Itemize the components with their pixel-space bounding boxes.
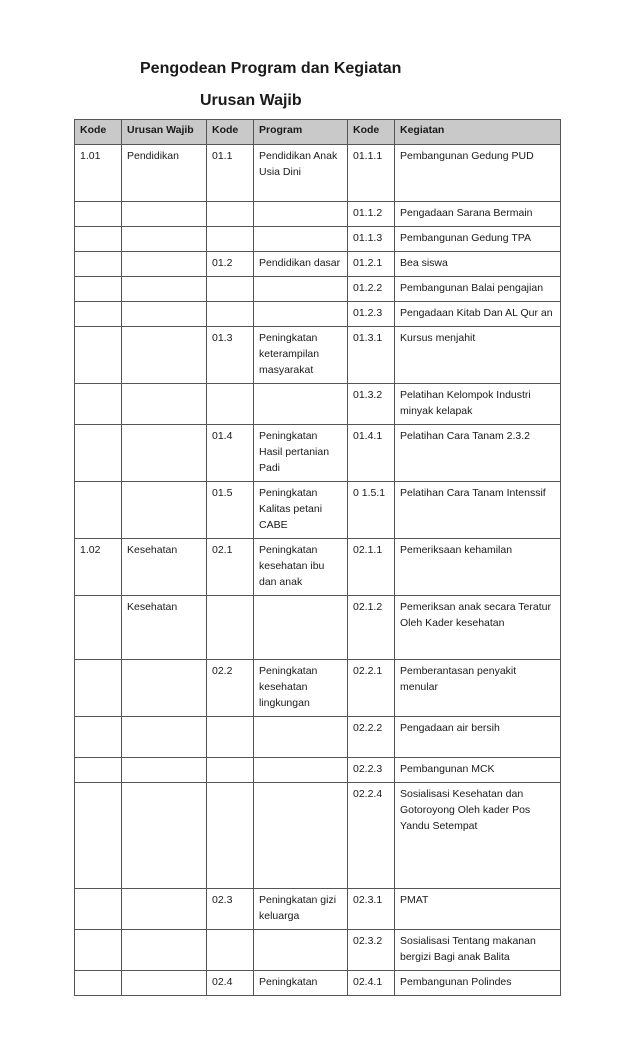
cell-kode-kegiatan: 01.3.1 bbox=[348, 327, 395, 384]
cell-kode-program: 02.4 bbox=[207, 971, 254, 996]
cell-urusan-wajib bbox=[122, 202, 207, 227]
table-row bbox=[75, 971, 561, 996]
document-subtitle: Urusan Wajib bbox=[200, 92, 302, 109]
cell-kode-kegiatan: 02.2.3 bbox=[348, 758, 395, 783]
cell-kegiatan: Pengadaan Sarana Bermain bbox=[395, 202, 561, 227]
document-title: Pengodean Program dan Kegiatan bbox=[140, 60, 402, 77]
cell-program: Peningkatan Kalitas petani CABE bbox=[254, 482, 348, 539]
table-row bbox=[75, 783, 561, 889]
cell-program bbox=[254, 758, 348, 783]
cell-kode-kegiatan: 02.2.1 bbox=[348, 660, 395, 717]
table-row bbox=[75, 717, 561, 758]
cell-kode-kegiatan: 02.2.4 bbox=[348, 783, 395, 889]
cell-program: Peningkatan kesehatan ibu dan anak bbox=[254, 539, 348, 596]
cell-kode-program bbox=[207, 384, 254, 425]
cell-kode-urusan bbox=[75, 227, 122, 252]
cell-urusan-wajib bbox=[122, 425, 207, 482]
cell-program: Peningkatan kesehatan lingkungan bbox=[254, 660, 348, 717]
cell-kode-program bbox=[207, 277, 254, 302]
cell-kode-urusan: 1.01 bbox=[75, 145, 122, 202]
cell-kode-kegiatan: 01.2.3 bbox=[348, 302, 395, 327]
header-program: Program bbox=[254, 120, 348, 145]
cell-kode-urusan bbox=[75, 758, 122, 783]
cell-kegiatan: Pembangunan Polindes bbox=[395, 971, 561, 996]
table-row bbox=[75, 202, 561, 227]
table-row bbox=[75, 660, 561, 717]
cell-kegiatan: Kursus menjahit bbox=[395, 327, 561, 384]
cell-kode-program: 01.5 bbox=[207, 482, 254, 539]
header-kode-kegiatan: Kode bbox=[348, 120, 395, 145]
cell-program: Pendidikan dasar bbox=[254, 252, 348, 277]
cell-program bbox=[254, 717, 348, 758]
cell-kegiatan: Pelatihan Cara Tanam 2.3.2 bbox=[395, 425, 561, 482]
cell-kegiatan: PMAT bbox=[395, 889, 561, 930]
program-activity-table bbox=[74, 119, 561, 996]
table-row bbox=[75, 302, 561, 327]
cell-program bbox=[254, 596, 348, 660]
table-row bbox=[75, 252, 561, 277]
cell-kode-kegiatan: 02.1.2 bbox=[348, 596, 395, 660]
cell-kode-urusan bbox=[75, 930, 122, 971]
cell-kode-urusan bbox=[75, 596, 122, 660]
cell-kode-program bbox=[207, 930, 254, 971]
cell-urusan-wajib bbox=[122, 277, 207, 302]
cell-kode-urusan bbox=[75, 482, 122, 539]
cell-urusan-wajib bbox=[122, 327, 207, 384]
cell-kode-program: 01.3 bbox=[207, 327, 254, 384]
cell-urusan-wajib bbox=[122, 889, 207, 930]
cell-urusan-wajib bbox=[122, 660, 207, 717]
cell-program bbox=[254, 202, 348, 227]
cell-kode-kegiatan: 02.1.1 bbox=[348, 539, 395, 596]
cell-kode-urusan bbox=[75, 717, 122, 758]
cell-kode-urusan bbox=[75, 783, 122, 889]
cell-kode-urusan bbox=[75, 252, 122, 277]
cell-kegiatan: Pelatihan Kelompok Industri minyak kelapak bbox=[395, 384, 561, 425]
cell-kode-program bbox=[207, 227, 254, 252]
table-row bbox=[75, 425, 561, 482]
table-header-row bbox=[75, 120, 561, 145]
cell-program: Peningkatan bbox=[254, 971, 348, 996]
cell-kegiatan: Pemeriksaan kehamilan bbox=[395, 539, 561, 596]
cell-kode-urusan bbox=[75, 202, 122, 227]
cell-kode-urusan bbox=[75, 971, 122, 996]
cell-kode-kegiatan: 02.4.1 bbox=[348, 971, 395, 996]
cell-kode-program: 02.3 bbox=[207, 889, 254, 930]
table-row bbox=[75, 327, 561, 384]
cell-kode-kegiatan: 01.2.2 bbox=[348, 277, 395, 302]
cell-kode-urusan bbox=[75, 384, 122, 425]
cell-program bbox=[254, 227, 348, 252]
table-row bbox=[75, 384, 561, 425]
cell-urusan-wajib bbox=[122, 930, 207, 971]
table-row bbox=[75, 889, 561, 930]
cell-kode-program bbox=[207, 717, 254, 758]
cell-urusan-wajib: Pendidikan bbox=[122, 145, 207, 202]
table-row bbox=[75, 539, 561, 596]
cell-program bbox=[254, 930, 348, 971]
cell-program: Peningkatan Hasil pertanian Padi bbox=[254, 425, 348, 482]
cell-kode-urusan bbox=[75, 889, 122, 930]
header-urusan-wajib: Urusan Wajib bbox=[122, 120, 207, 145]
cell-kegiatan: Pengadaan air bersih bbox=[395, 717, 561, 758]
cell-kode-kegiatan: 01.1.3 bbox=[348, 227, 395, 252]
cell-kode-program bbox=[207, 758, 254, 783]
table-row bbox=[75, 758, 561, 783]
header-kode-urusan: Kode bbox=[75, 120, 122, 145]
cell-urusan-wajib bbox=[122, 482, 207, 539]
cell-urusan-wajib bbox=[122, 227, 207, 252]
cell-kode-kegiatan: 02.3.1 bbox=[348, 889, 395, 930]
cell-kode-urusan bbox=[75, 277, 122, 302]
cell-kode-program: 01.1 bbox=[207, 145, 254, 202]
header-kegiatan: Kegiatan bbox=[395, 120, 561, 145]
cell-urusan-wajib bbox=[122, 384, 207, 425]
cell-kegiatan: Pengadaan Kitab Dan AL Qur an bbox=[395, 302, 561, 327]
cell-kegiatan: Pembangunan Balai pengajian bbox=[395, 277, 561, 302]
table-row bbox=[75, 277, 561, 302]
cell-urusan-wajib bbox=[122, 971, 207, 996]
cell-kegiatan: Sosialisasi Tentang makanan bergizi Bagi anak Balita bbox=[395, 930, 561, 971]
cell-kode-program bbox=[207, 302, 254, 327]
table-row bbox=[75, 930, 561, 971]
cell-urusan-wajib bbox=[122, 717, 207, 758]
cell-urusan-wajib bbox=[122, 758, 207, 783]
table-row bbox=[75, 596, 561, 660]
cell-kode-program: 01.4 bbox=[207, 425, 254, 482]
cell-program bbox=[254, 783, 348, 889]
cell-kode-kegiatan: 01.2.1 bbox=[348, 252, 395, 277]
cell-kode-kegiatan: 02.2.2 bbox=[348, 717, 395, 758]
cell-kegiatan: Pelatihan Cara Tanam Intenssif bbox=[395, 482, 561, 539]
cell-kegiatan: Sosialisasi Kesehatan dan Gotoroyong Oleh kader Pos Yandu Setempat bbox=[395, 783, 561, 889]
cell-kode-kegiatan: 0 1.5.1 bbox=[348, 482, 395, 539]
cell-kode-urusan bbox=[75, 302, 122, 327]
cell-urusan-wajib: Kesehatan bbox=[122, 539, 207, 596]
cell-kode-kegiatan: 01.3.2 bbox=[348, 384, 395, 425]
cell-kode-program: 01.2 bbox=[207, 252, 254, 277]
cell-kegiatan: Pemeriksan anak secara Teratur Oleh Kader kesehatan bbox=[395, 596, 561, 660]
cell-kode-kegiatan: 01.1.1 bbox=[348, 145, 395, 202]
table-row bbox=[75, 227, 561, 252]
table-row bbox=[75, 145, 561, 202]
cell-kode-program bbox=[207, 596, 254, 660]
cell-kode-urusan bbox=[75, 660, 122, 717]
cell-program: Pendidikan Anak Usia Dini bbox=[254, 145, 348, 202]
cell-kode-program: 02.1 bbox=[207, 539, 254, 596]
cell-program: Peningkatan keterampilan masyarakat bbox=[254, 327, 348, 384]
cell-kode-urusan bbox=[75, 327, 122, 384]
header-kode-program: Kode bbox=[207, 120, 254, 145]
cell-kode-program bbox=[207, 783, 254, 889]
cell-program bbox=[254, 384, 348, 425]
cell-kode-program bbox=[207, 202, 254, 227]
cell-kegiatan: Pemberantasan penyakit menular bbox=[395, 660, 561, 717]
cell-kode-kegiatan: 01.1.2 bbox=[348, 202, 395, 227]
cell-kode-kegiatan: 02.3.2 bbox=[348, 930, 395, 971]
cell-kegiatan: Bea siswa bbox=[395, 252, 561, 277]
cell-urusan-wajib: Kesehatan bbox=[122, 596, 207, 660]
cell-kode-urusan bbox=[75, 425, 122, 482]
cell-kegiatan: Pembangunan MCK bbox=[395, 758, 561, 783]
cell-urusan-wajib bbox=[122, 302, 207, 327]
cell-kegiatan: Pembangunan Gedung PUD bbox=[395, 145, 561, 202]
cell-kode-kegiatan: 01.4.1 bbox=[348, 425, 395, 482]
cell-urusan-wajib bbox=[122, 252, 207, 277]
cell-kegiatan: Pembangunan Gedung TPA bbox=[395, 227, 561, 252]
cell-urusan-wajib bbox=[122, 783, 207, 889]
cell-program: Peningkatan gizi keluarga bbox=[254, 889, 348, 930]
cell-program bbox=[254, 302, 348, 327]
cell-kode-program: 02.2 bbox=[207, 660, 254, 717]
cell-kode-urusan: 1.02 bbox=[75, 539, 122, 596]
cell-program bbox=[254, 277, 348, 302]
table-row bbox=[75, 482, 561, 539]
